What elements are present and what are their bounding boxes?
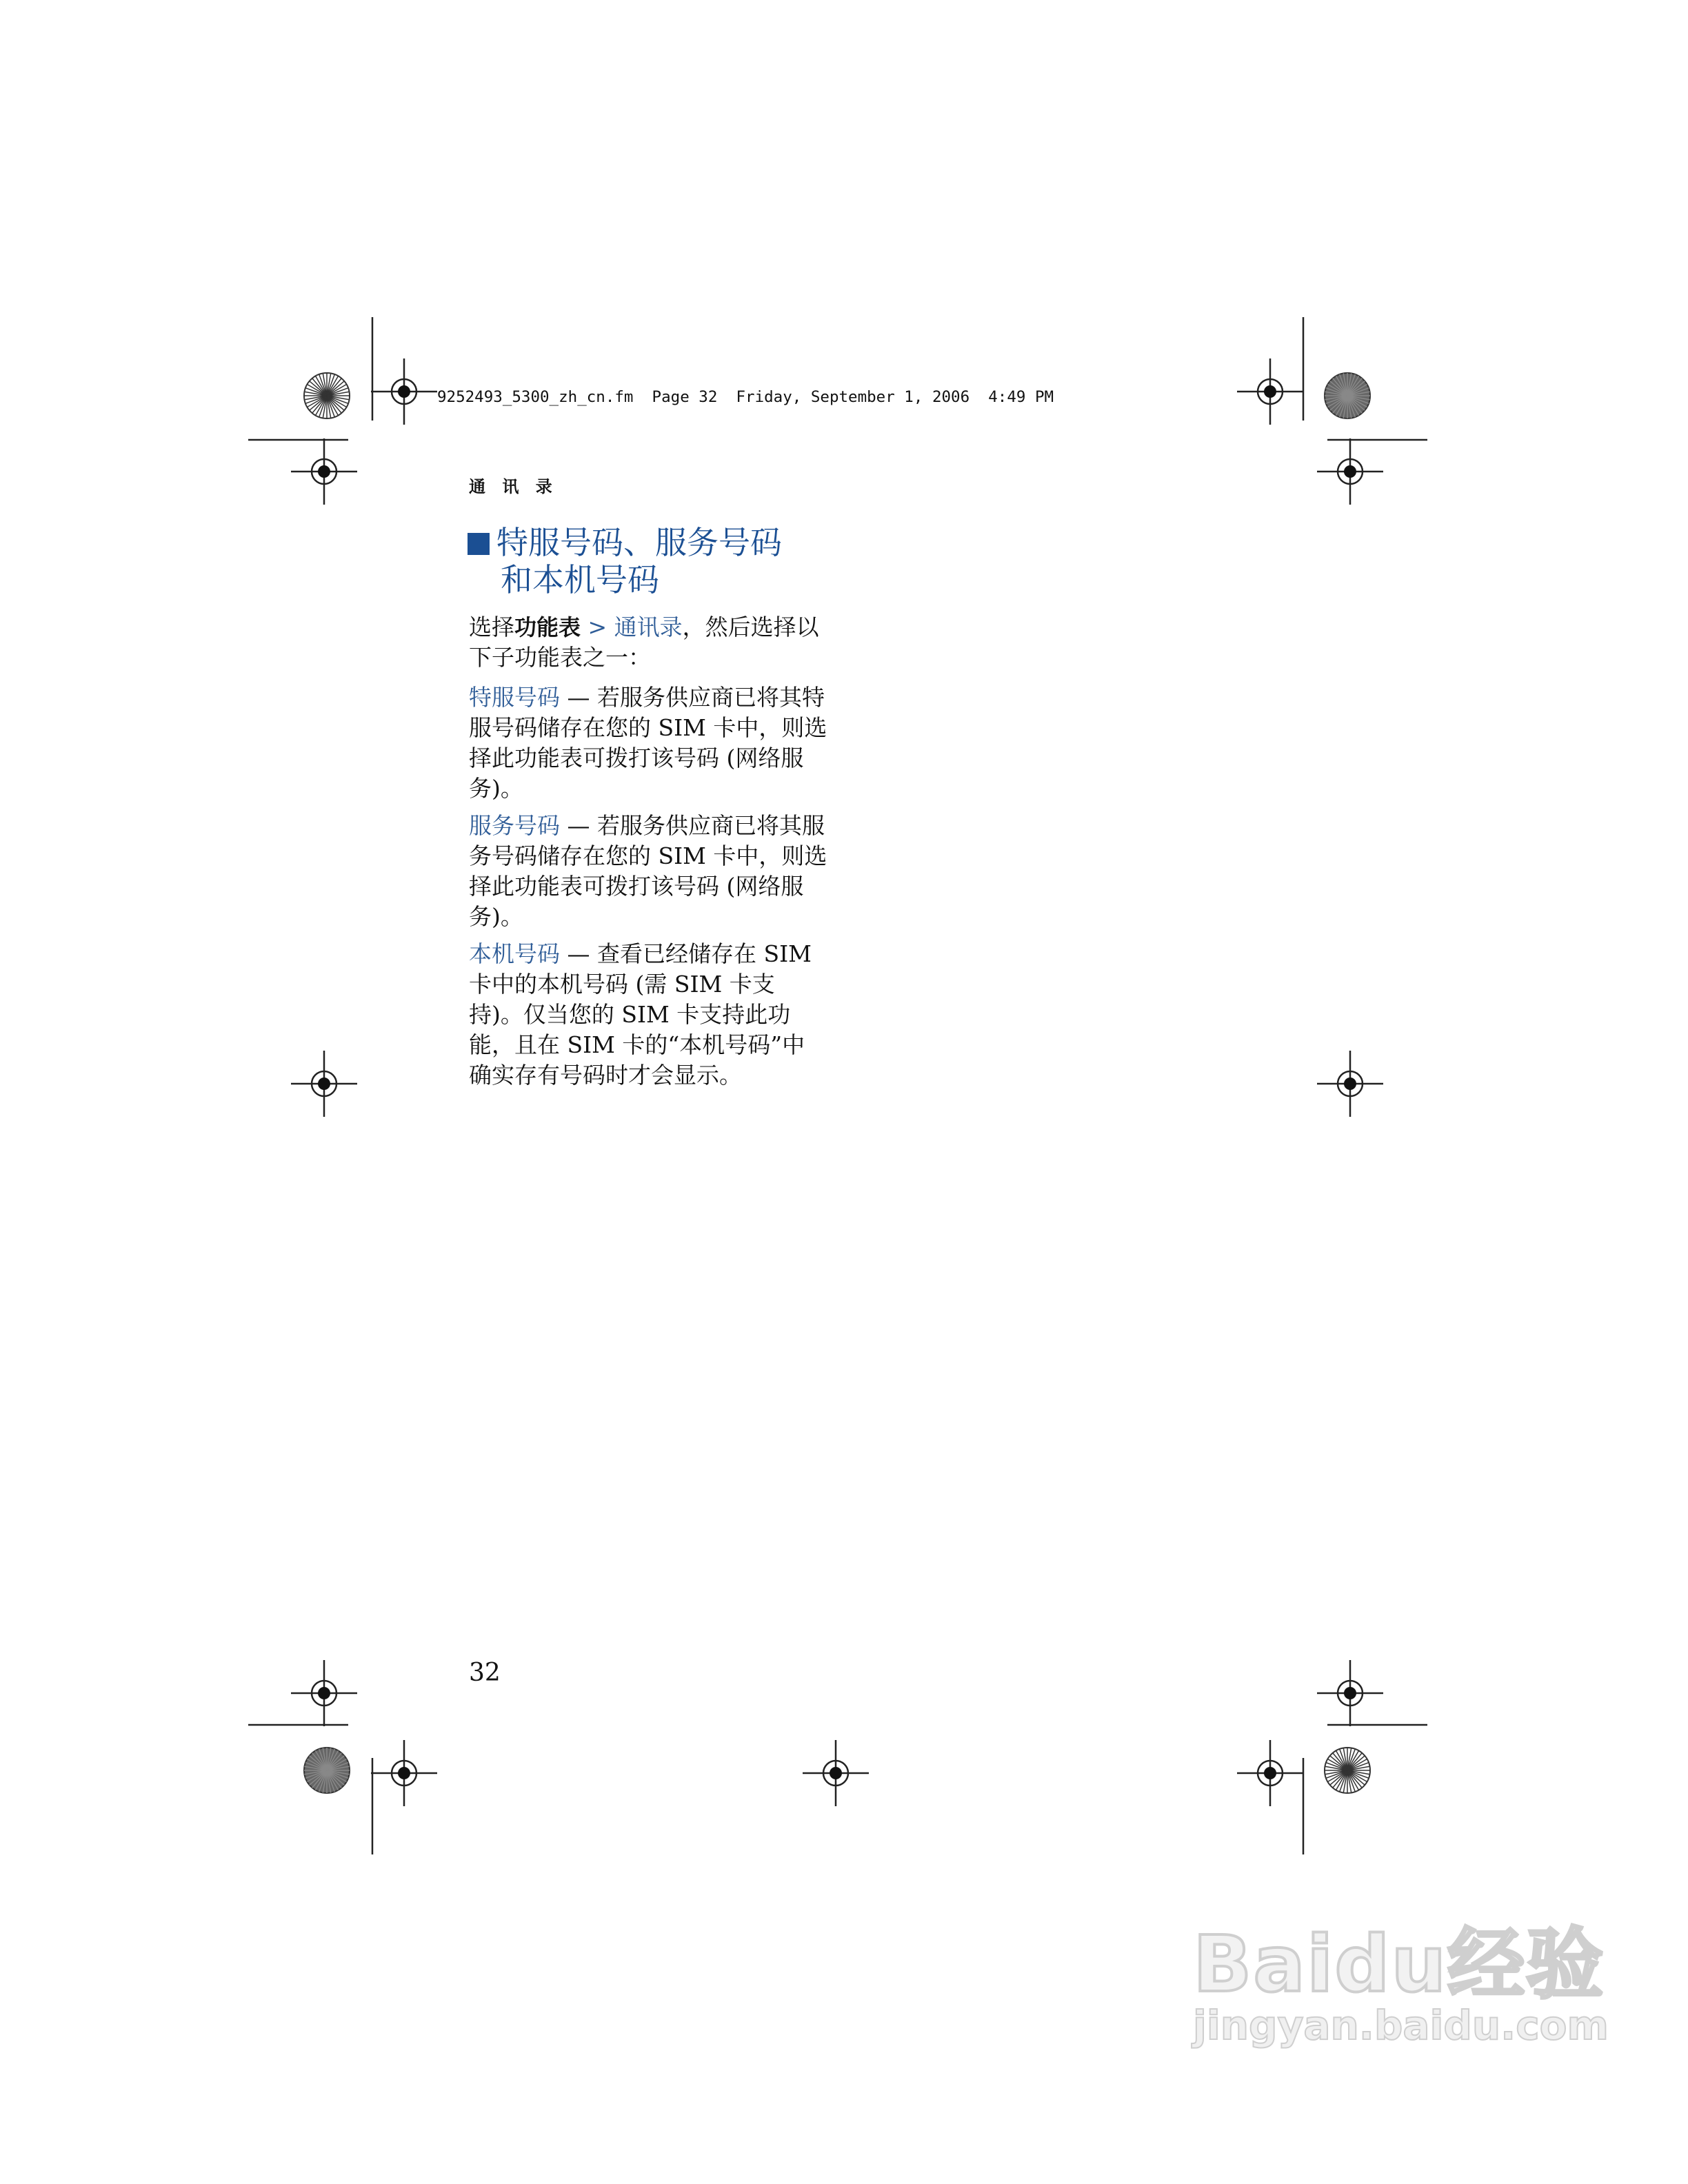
print-header-line: 9252493_5300_zh_cn.fm Page 32 Friday, September 1, 2006 4:49 PM bbox=[437, 388, 1054, 406]
page-number: 32 bbox=[469, 1659, 501, 1687]
list-item bbox=[469, 939, 827, 1091]
star-target-icon bbox=[304, 373, 350, 418]
list-item bbox=[469, 682, 827, 804]
list-item bbox=[469, 811, 827, 932]
intro-post: ，然后选择以下子功能表之一： bbox=[469, 614, 819, 671]
intro-pre: 选择 bbox=[469, 614, 514, 640]
registration-target-icon bbox=[1317, 438, 1383, 505]
running-head: 通 讯 录 bbox=[469, 477, 558, 496]
section-title bbox=[468, 524, 782, 598]
registration-target-icon bbox=[803, 1740, 869, 1806]
registration-target-icon bbox=[1237, 358, 1303, 425]
baidu-watermark bbox=[1193, 1920, 1609, 2049]
watermark-url: jingyan.baidu.com bbox=[1193, 2002, 1609, 2049]
registration-target-icon bbox=[291, 1660, 357, 1726]
item-description: — 若服务供应商已将其服务号码储存在您的 SIM 卡中，则选择此功能表可拨打该号码 (网络服务)。 bbox=[469, 812, 827, 930]
section-title-line1: 特服号码、服务号码 bbox=[496, 524, 782, 561]
path-separator: > bbox=[581, 614, 614, 640]
registration-target-icon bbox=[1237, 1740, 1303, 1806]
item-description: — 若服务供应商已将其特服号码储存在您的 SIM 卡中，则选择此功能表可拨打该号码 (网络服务)。 bbox=[469, 684, 827, 802]
registration-target-icon bbox=[1317, 1051, 1383, 1117]
registration-target-icon bbox=[371, 1740, 437, 1806]
registration-target-icon bbox=[1317, 1660, 1383, 1726]
star-target-icon bbox=[304, 1748, 350, 1793]
contacts-menu-link[interactable]: 通讯录 bbox=[614, 614, 683, 640]
star-target-icon bbox=[1325, 373, 1370, 418]
intro-paragraph bbox=[469, 612, 827, 673]
item-term-special-numbers[interactable]: 特服号码 bbox=[469, 684, 560, 711]
square-bullet-icon bbox=[468, 533, 490, 555]
menu-label: 功能表 bbox=[514, 614, 581, 640]
item-term-service-numbers[interactable]: 服务号码 bbox=[469, 812, 560, 839]
registration-target-icon bbox=[371, 358, 437, 425]
watermark-brand: Baidu经验 bbox=[1193, 1920, 1605, 2010]
item-term-my-numbers[interactable]: 本机号码 bbox=[469, 940, 560, 967]
registration-target-icon bbox=[291, 438, 357, 505]
registration-target-icon bbox=[291, 1051, 357, 1117]
item-description: — 查看已经储存在 SIM 卡中的本机号码 (需 SIM 卡支持)。仅当您的 SIM 卡支持此功能，且在 SIM 卡的“本机号码”中确实存有号码时才会显示。 bbox=[469, 940, 812, 1089]
star-target-icon bbox=[1325, 1748, 1370, 1793]
section-title-line2: 和本机号码 bbox=[501, 561, 659, 598]
